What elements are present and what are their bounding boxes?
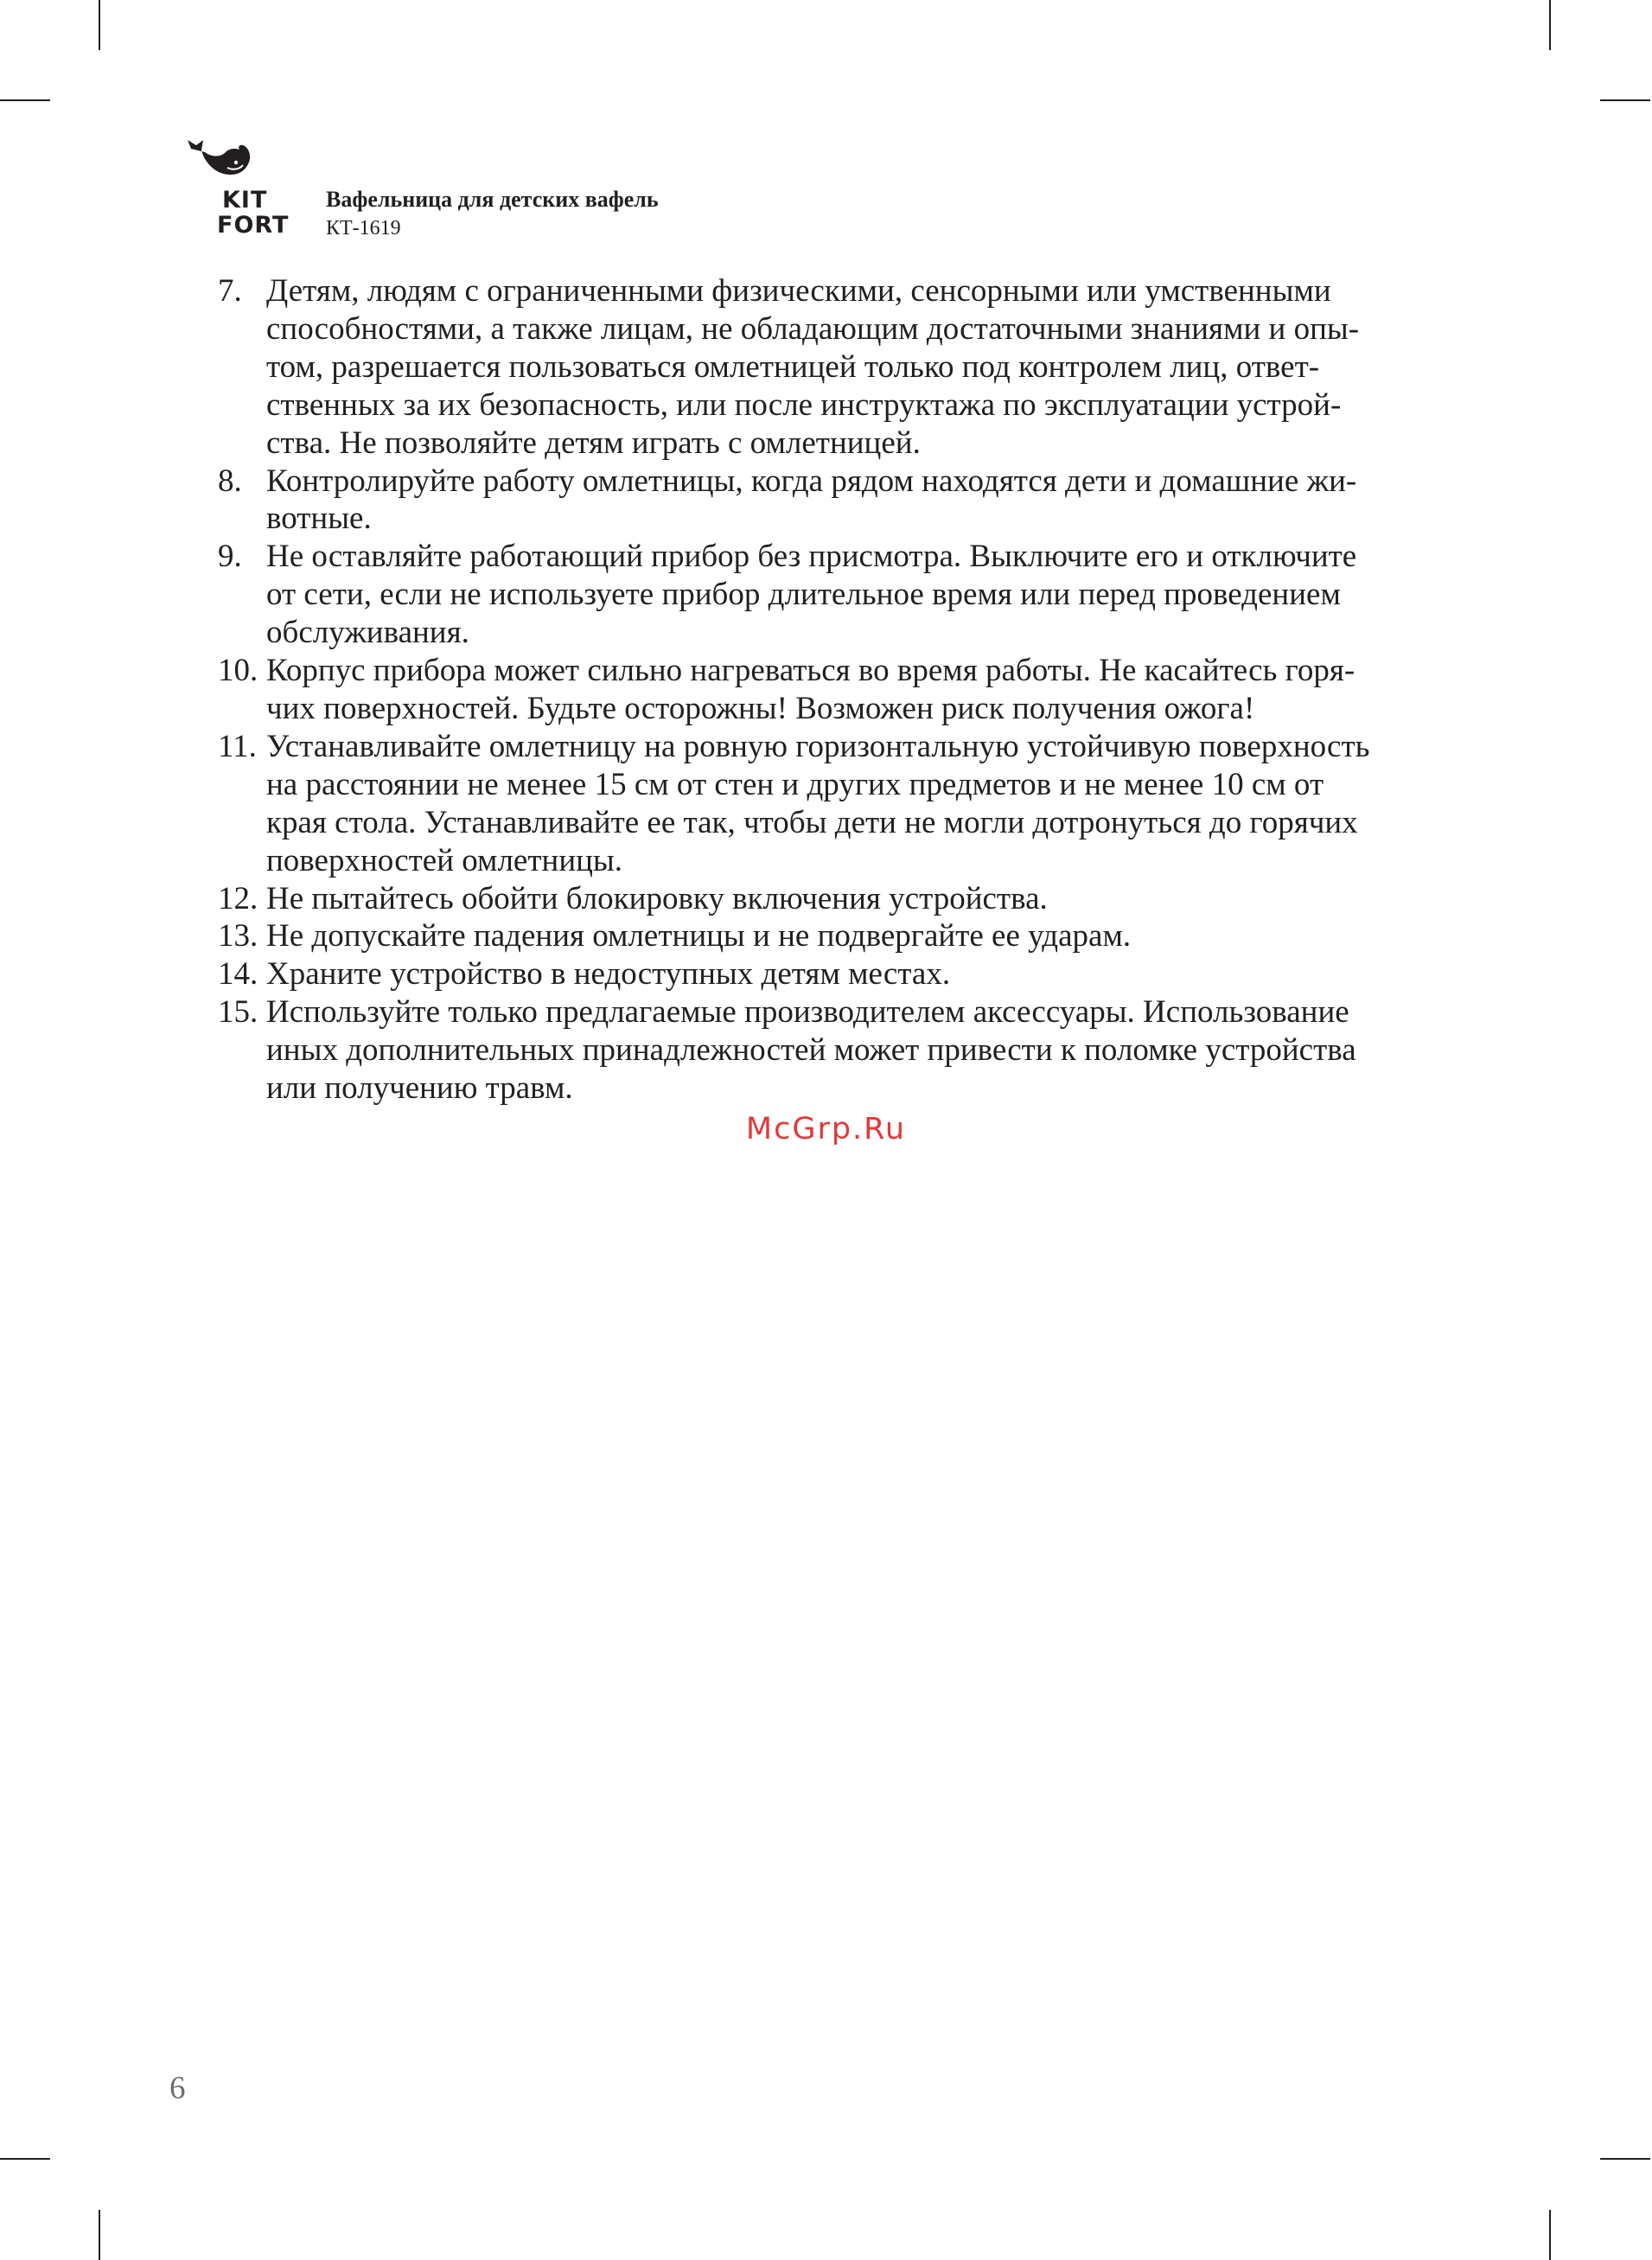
text-line: Корпус прибора может сильно нагреваться во время работы. Не касайтесь горя- — [266, 653, 1355, 689]
list-item-8 — [218, 463, 1445, 539]
list-item-12 — [218, 880, 1445, 918]
item-text — [266, 955, 1445, 993]
item-number: 7. — [218, 273, 242, 309]
crop-mark-left-top — [0, 99, 50, 101]
text-line: Не оставляйте работающий прибор без присмотра. Выключите его и отключите — [266, 539, 1357, 575]
crop-mark-left-bottom — [0, 2158, 50, 2160]
item-text — [266, 538, 1445, 652]
brand-logo-text — [217, 188, 289, 238]
item-number: 14. — [218, 956, 258, 993]
whale-icon — [186, 137, 255, 188]
text-line: на расстоянии не менее 15 см от стен и других предметов и не менее 10 см от — [266, 766, 1324, 802]
item-number: 13. — [218, 918, 258, 954]
text-line: Детям, людям с ограниченными физическими, сенсорными или умственными — [266, 273, 1331, 309]
text-line: Храните устройство в недоступных детям местах. — [266, 956, 951, 993]
text-line: том, разрешается пользоваться омлетницей только под контролем лиц, ответ- — [266, 348, 1320, 385]
document-header — [326, 185, 659, 242]
text-line: Контролируйте работу омлетницы, когда рядом находятся дети и домашние жи- — [266, 463, 1357, 499]
text-line: поверхностей омлетницы. — [266, 842, 623, 878]
item-text — [266, 993, 1445, 1108]
text-line: вотные. — [266, 501, 372, 537]
brand-logo — [186, 137, 298, 240]
list-item-15 — [218, 993, 1445, 1108]
text-line: Не пытайтесь обойти блокировку включения устройства. — [266, 880, 1048, 916]
list-item-9 — [218, 538, 1445, 652]
list-item-13 — [218, 917, 1445, 955]
list-item-10 — [218, 652, 1445, 728]
text-line: способностями, а также лицам, не обладающим достаточными знаниями и опы- — [266, 310, 1360, 347]
item-text — [266, 272, 1445, 463]
item-text — [266, 728, 1445, 880]
item-text — [266, 917, 1445, 955]
text-line: Используйте только предлагаемые производителем аксессуары. Использование — [266, 994, 1349, 1031]
crop-mark-right-top — [1600, 99, 1650, 101]
item-number: 12. — [218, 880, 258, 916]
item-number: 9. — [218, 539, 242, 575]
crop-mark-top-right — [1549, 0, 1551, 50]
document-title: Вафельница для детских вафель — [326, 187, 659, 212]
crop-mark-bottom-left — [99, 2210, 100, 2260]
text-line: или получению травм. — [266, 1070, 573, 1107]
list-item-7 — [218, 272, 1445, 463]
page-number: 6 — [169, 2071, 186, 2106]
text-line: ства. Не позволяйте детям играть с омлетницей. — [266, 425, 921, 461]
watermark-link[interactable]: McGrp.Ru — [745, 1112, 907, 1146]
text-line: края стола. Устанавливайте ее так, чтобы дети не могли дотронуться до горячих — [266, 804, 1358, 840]
list-item-11 — [218, 728, 1445, 880]
item-text — [266, 880, 1445, 918]
text-line: обслуживания. — [266, 615, 469, 651]
text-line: Устанавливайте омлетницу на ровную горизонтальную устойчивую поверхность — [266, 728, 1370, 764]
text-line: иных дополнительных принадлежностей может привести к поломке устройства — [266, 1032, 1356, 1069]
instructions-list — [218, 272, 1445, 1108]
model-number: КТ-1619 — [326, 217, 401, 239]
item-text — [266, 652, 1445, 728]
item-number: 8. — [218, 463, 242, 499]
crop-mark-bottom-right — [1549, 2210, 1551, 2260]
item-number: 11. — [218, 728, 257, 764]
list-item-14 — [218, 955, 1445, 993]
item-number: 15. — [218, 994, 258, 1031]
logo-line-1: KIT — [222, 187, 268, 214]
crop-mark-right-bottom — [1600, 2158, 1650, 2160]
text-line: чих поверхностей. Будьте осторожны! Возможен риск получения ожога! — [266, 690, 1255, 726]
text-line: от сети, если не используете прибор длительное время или перед проведением — [266, 577, 1341, 613]
item-text — [266, 463, 1445, 539]
logo-line-2: FORT — [217, 212, 290, 239]
text-line: Не допускайте падения омлетницы и не подвергайте ее ударам. — [266, 918, 1132, 954]
crop-mark-top-left — [99, 0, 100, 50]
text-line: ственных за их безопасность, или после инструктажа по эксплуатации устрой- — [266, 386, 1342, 423]
item-number: 10. — [218, 653, 258, 689]
